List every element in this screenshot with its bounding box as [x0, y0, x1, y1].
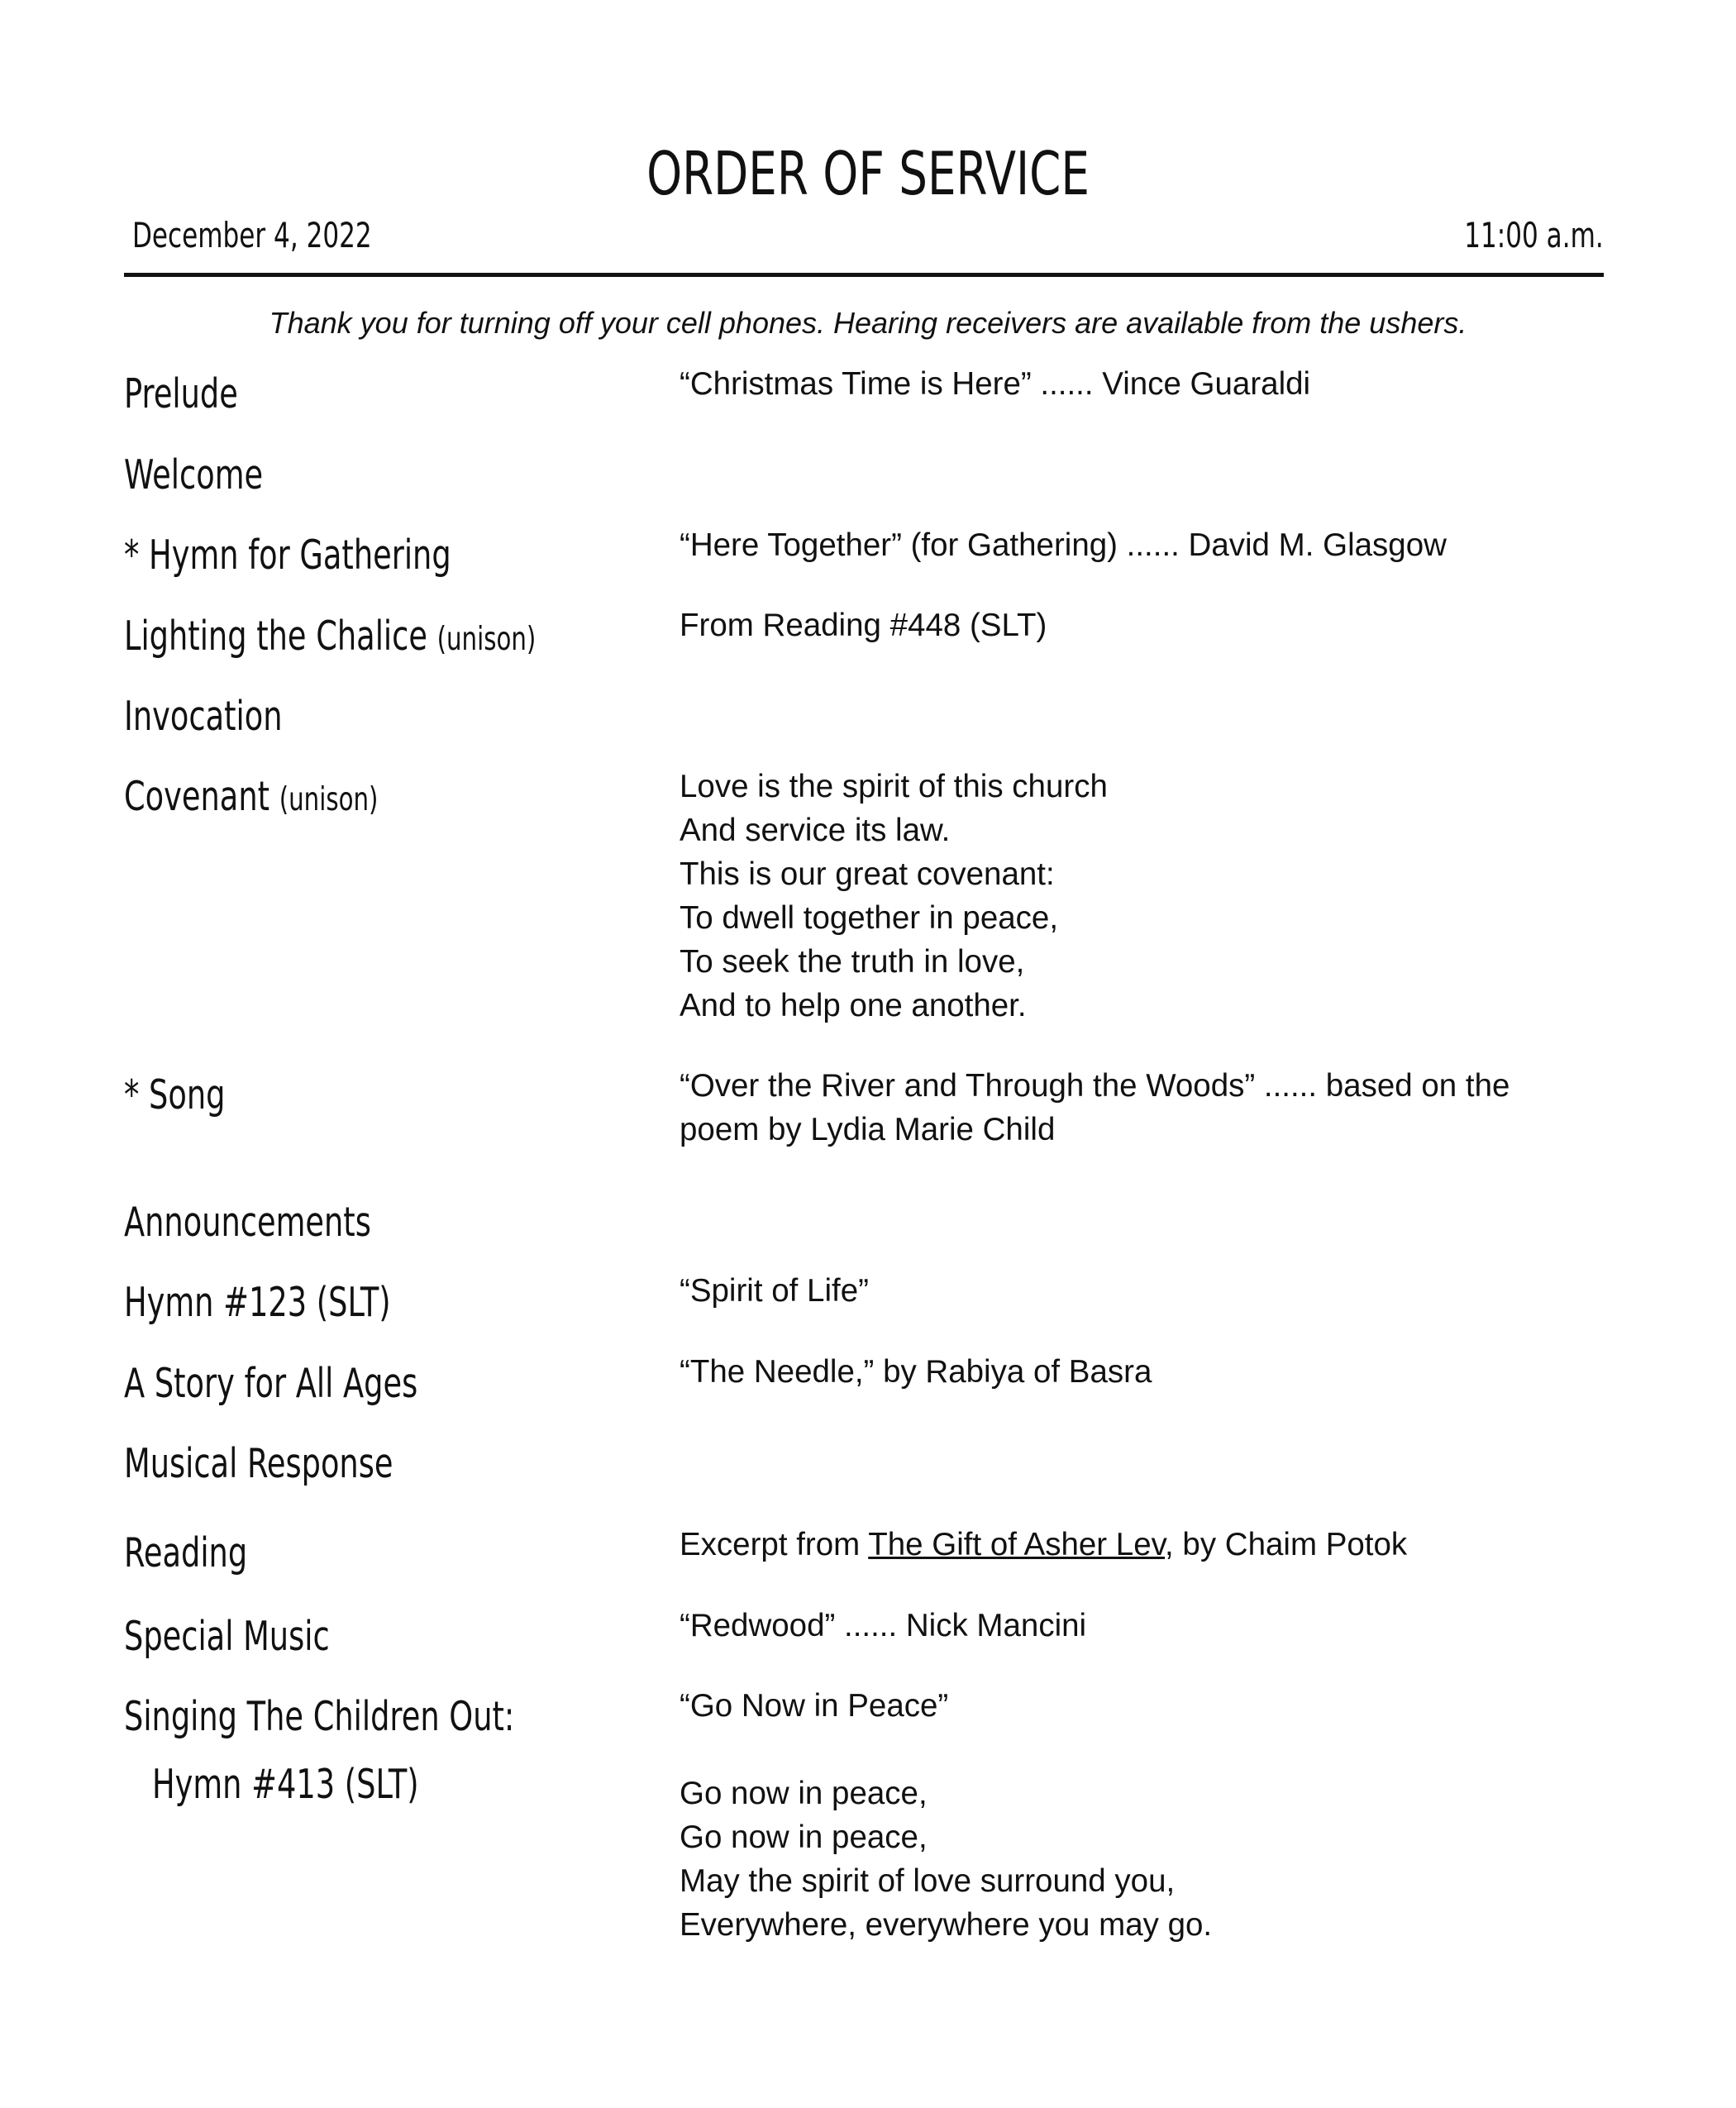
- item-label-reading: Reading: [124, 1529, 248, 1576]
- item-content-singing-out: “Go Now in Peace”: [680, 1688, 949, 1724]
- item-label-announcements: Announcements: [124, 1199, 371, 1246]
- chalice-label-text: Lighting the Chalice: [124, 613, 427, 660]
- item-content-covenant: [680, 765, 1108, 1028]
- item-label-hymn-123: Hymn #123 (SLT): [124, 1279, 391, 1326]
- chalice-unison-note: (unison): [436, 621, 537, 658]
- lyric-line: Go now in peace,: [680, 1819, 928, 1855]
- item-label-musical-response: Musical Response: [124, 1440, 393, 1487]
- item-content-go-now-lyrics: [680, 1772, 1212, 1947]
- item-content-prelude: “Christmas Time is Here” ...... Vince Guaraldi: [680, 366, 1311, 402]
- notice-text: Thank you for turning off your cell phones. Hearing receivers are available from the ushers.: [269, 306, 1467, 340]
- item-label-chalice: [124, 613, 536, 660]
- lyric-line: Everywhere, everywhere you may go.: [680, 1907, 1213, 1943]
- item-label-invocation: Invocation: [124, 693, 283, 740]
- covenant-label-text: Covenant: [124, 773, 270, 820]
- covenant-line: Love is the spirit of this church: [680, 769, 1108, 804]
- item-label-story: A Story for All Ages: [124, 1360, 418, 1407]
- item-content-hymn-123: “Spirit of Life”: [680, 1273, 869, 1309]
- item-content-special-music: “Redwood” ...... Nick Mancini: [680, 1608, 1087, 1643]
- covenant-line: To dwell together in peace,: [680, 900, 1059, 936]
- item-label-hymn-413: Hymn #413 (SLT): [152, 1761, 419, 1808]
- item-label-song: * Song: [124, 1071, 226, 1118]
- song-line: “Over the River and Through the Woods” ...... based on the: [680, 1068, 1510, 1104]
- item-content-reading: [680, 1523, 1407, 1567]
- service-time: 11:00 a.m.: [1464, 215, 1604, 255]
- lyric-line: Go now in peace,: [680, 1776, 928, 1811]
- reading-book-title: The Gift of Asher Lev: [868, 1527, 1166, 1562]
- service-date: December 4, 2022: [132, 215, 372, 255]
- lyric-line: May the spirit of love surround you,: [680, 1863, 1176, 1899]
- item-label-hymn-gathering: * Hymn for Gathering: [124, 532, 451, 579]
- item-label-welcome: Welcome: [124, 451, 264, 498]
- item-content-story: “The Needle,” by Rabiya of Basra: [680, 1354, 1152, 1390]
- item-content-chalice: From Reading #448 (SLT): [680, 608, 1047, 643]
- covenant-line: This is our great covenant:: [680, 856, 1055, 892]
- item-label-prelude: Prelude: [124, 370, 238, 417]
- item-content-song: [680, 1064, 1509, 1152]
- item-label-special-music: Special Music: [124, 1613, 330, 1660]
- item-label-covenant: [124, 773, 378, 820]
- item-label-singing-out: Singing The Children Out:: [124, 1693, 515, 1740]
- page-title: ORDER OF SERVICE: [646, 139, 1090, 208]
- reading-prefix: Excerpt from: [680, 1527, 869, 1562]
- covenant-line: And service its law.: [680, 813, 951, 848]
- covenant-line: And to help one another.: [680, 988, 1027, 1023]
- item-content-hymn-gathering: “Here Together” (for Gathering) ...... David M. Glasgow: [680, 527, 1447, 563]
- reading-suffix: , by Chaim Potok: [1165, 1527, 1408, 1562]
- song-line: poem by Lydia Marie Child: [680, 1112, 1056, 1147]
- header-divider: [124, 273, 1604, 277]
- covenant-line: To seek the truth in love,: [680, 944, 1025, 980]
- covenant-unison-note: (unison): [279, 781, 379, 818]
